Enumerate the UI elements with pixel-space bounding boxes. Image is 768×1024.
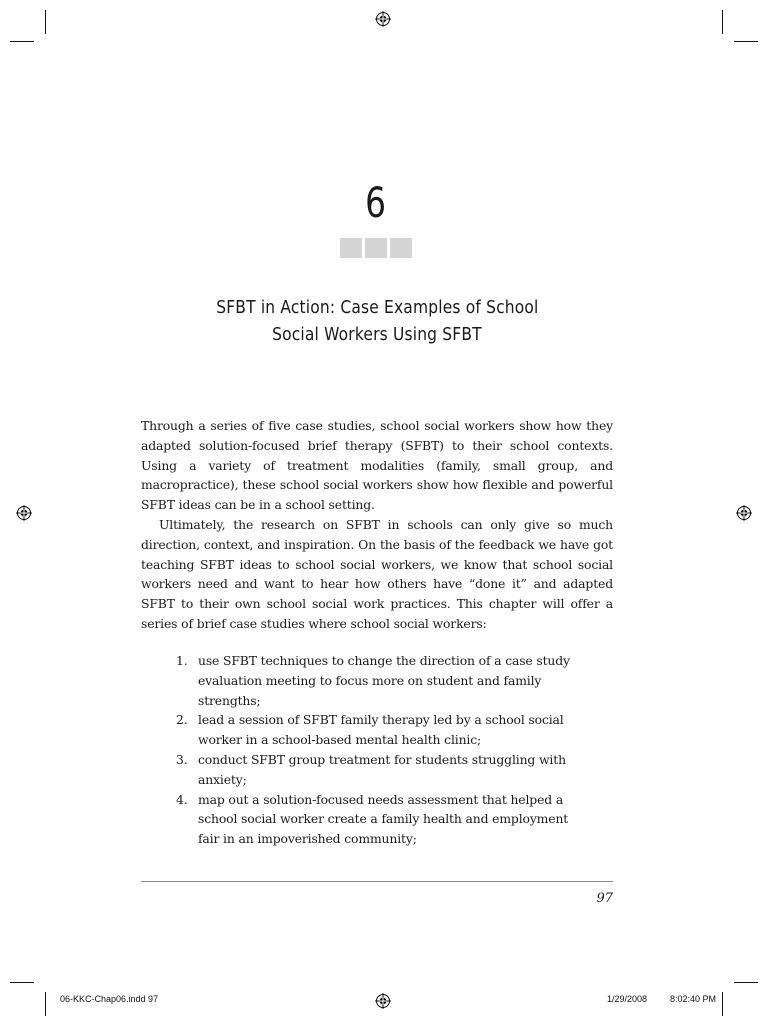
chapter-title-line-2: Social Workers Using SFBT [272,324,482,345]
page-number: 97 [596,891,613,906]
slug-time: 8:02:40 PM [670,994,717,1004]
footer-rule [141,881,613,882]
crop-mark-top-right-vertical [722,10,723,34]
body-paragraph-1: Through a series of five case studies, school social workers show how they adapted solution-focused brief therapy (SFBT) to their school contexts. Using a variety of treatment modalities (family, small group, and macropractice), these school social workers show how flexible and powerful SFBT ideas can be in a school setting. [141,418,613,513]
ornament-square [365,238,387,258]
list-item [174,651,584,710]
crop-mark-top-right-horizontal [734,41,758,42]
ornament-square [390,238,412,258]
registration-target-icon [375,993,391,1009]
list-item [174,750,584,790]
list-item-text: lead a session of SFBT family therapy led by a school social worker in a school-based mental health clinic; [198,712,564,748]
list-item-number: 4. [176,791,188,807]
crop-mark-top-left-vertical [45,10,46,34]
registration-target-icon [736,505,752,521]
list-item [174,790,584,849]
list-item-number: 1. [176,653,188,668]
registration-target-icon [375,11,391,27]
registration-target-icon [16,505,32,521]
list-item-text: conduct SFBT group treatment for students struggling with anxiety; [198,751,566,787]
list-item-number: 3. [176,751,188,767]
crop-mark-bottom-left-vertical [45,992,46,1016]
crop-mark-bottom-right-horizontal [734,982,758,983]
chapter-title-line-1: SFBT in Action: Case Examples of School [215,297,539,318]
list-item-number: 2. [176,712,188,728]
list-item-text: use SFBT techniques to change the direction of a case study evaluation meeting to focus more on student and family strengths; [198,653,570,708]
chapter-number: 6 [365,178,387,227]
crop-mark-bottom-right-vertical [722,992,723,1016]
slug-date: 1/29/2008 [607,994,648,1004]
slug-filename: 06-KKC-Chap06.indd 97 [60,994,159,1004]
body-paragraph-2: Ultimately, the research on SFBT in schools can only give so much direction, context, and inspiration. On the basis of the feedback we have got teaching SFBT ideas to school social workers, we know that school social workers need and want to hear how others have “done it” and adapted SFBT to their own school social work practices. This chapter will offer a series of brief case studies where school social workers: [141,517,613,631]
crop-mark-bottom-left-horizontal [10,982,34,983]
chapter-title [141,294,613,348]
list-item-text: map out a solution-focused needs assessment that helped a school social worker create a family health and employment fair in an impoverished community; [198,791,569,847]
crop-mark-top-left-horizontal [10,41,34,42]
ornament-square [340,238,362,258]
case-study-list [174,651,584,849]
chapter-ornament [340,238,412,258]
list-item [174,710,584,750]
